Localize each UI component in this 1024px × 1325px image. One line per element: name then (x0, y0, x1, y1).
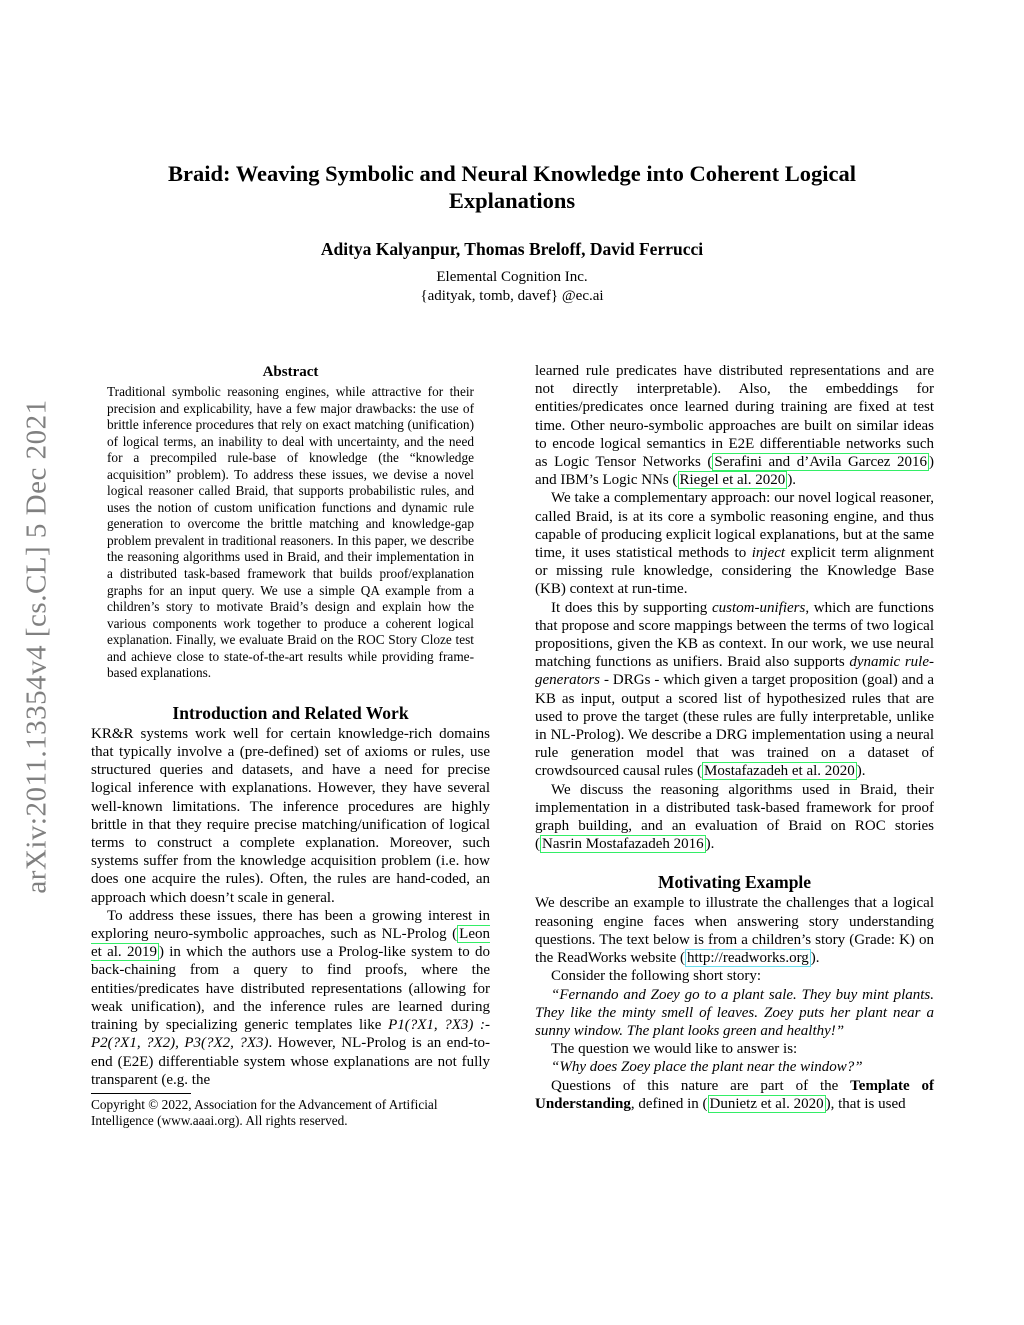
citation-dunietz-2020[interactable]: Dunietz et al. 2020 (709, 1095, 824, 1112)
author-list: Aditya Kalyanpur, Thomas Breloff, David Ferrucci (320, 239, 704, 259)
right-p4-text-b: ). (705, 836, 715, 853)
right-p4-text-a: We discuss the reasoning algorithms used in Braid, their implementation in a distributed task-based framework for proof graph building, and an evaluation of Braid on ROC stories ( (535, 781, 934, 853)
citation-mostafazadeh-2016[interactable]: Nasrin Mostafazadeh 2016 (542, 836, 704, 853)
affiliation-block (120, 268, 904, 306)
question-quote: “Why does Zoey place the plant near the window?” (551, 1059, 863, 1076)
intro-paragraph-1: KR&R systems work well for certain knowledge-rich domains that typically involve a (pre-defined) set of axioms or rules, use structured queries and datasets, and have a need for precise logical inference with explanations. However, they have several well-known limitations. The inference procedures are highly brittle in that they require precise matching/unification of logical terms to construct a complete explanation. Moreover, such systems suffer from the knowledge acquisition problem (i.e. how does one acquire the rules). Often, the rules are hand-coded, an approach which doesn’t scale in general. (91, 725, 490, 906)
intro-heading: Introduction and Related Work (172, 702, 409, 723)
intro-p2-text-a: To address these issues, there has been a growing interest in exploring neuro-symbolic approaches, such as NL-Prolog ( (91, 907, 490, 943)
right-p1-text-a: learned rule predicates have distributed representations and are not directly interpretable). Also, the embeddings for entities/predicates once learned during training are fixed at test time. Other neuro-symbolic approaches are built on similar ideas to encode logical semantics in E2E differentiable networks such as Logic Tensor Networks ( (535, 363, 934, 471)
template-of-understanding-term: Template of Understanding (535, 1077, 934, 1112)
right-paragraph-2 (535, 489, 934, 598)
left-column (91, 362, 490, 1129)
arxiv-identifier: arXiv:2011.13354v4 [cs.CL] 5 Dec 2021 (20, 398, 53, 894)
motivating-paragraph-1 (535, 894, 934, 967)
abstract-text: Traditional symbolic reasoning engines, while attractive for their precision and explicability, have a few major drawbacks: the use of brittle inference procedures that rely on exact matching (unification) of logical terms, an inability to deal with uncertainty, and the need for a precompiled rule-base of knowledge (the “knowledge acquisition” problem). To address these issues, we devise a novel logical reasoner called Braid, that supports probabilistic rules, and uses the notion of custom unification functions and dynamic rule generation to overcome the brittle matching and knowledge-gap problem prevalent in traditional reasoners. In this paper, we describe the reasoning algorithms used in Braid, and their implementation in a distributed task-based framework that builds proof/explanation graphs for an input query. We use a simple QA example from a children’s story to motivate Braid’s design and explain how the various components work together to produce a coherent logical explanation. Finally, we evaluate Braid on the ROC Story Cloze test and achieve close to state-of-the-art results while providing frame-based explanations. (107, 384, 474, 681)
right-paragraph-1 (535, 362, 934, 489)
right-column (535, 362, 934, 1113)
motiv-p1-text-a: We describe an example to illustrate the challenges that a logical reasoning engine faces when answering story understanding questions. The text below is from a children’s story (Grade: K) on the ReadWorks website ( (535, 895, 934, 967)
intro-p2-text-c: . However, NL-Prolog is an end-to-end (E2E) differentiable system whose explanations are not fully transparent (e.g. the (91, 1035, 490, 1088)
author-emails: {adityak, tomb, davef} @ec.ai (420, 288, 604, 304)
right-p3-emphasis-2: dynamic rule-generators (535, 654, 934, 689)
right-p2-text-b: explicit term alignment or missing rule knowledge, considering the Knowledge Base (KB) context at run-time. (535, 545, 934, 598)
motivating-paragraph-4 (535, 1077, 934, 1113)
right-p3-emphasis-1: custom-unifiers (712, 599, 806, 616)
copyright-footnote: Copyright © 2022, Association for the Advancement of Artificial Intelligence (www.aaai.org). All rights reserved. (91, 1096, 438, 1128)
right-p2-text-a: We take a complementary approach: our novel logical reasoner, called Braid, is at its core a symbolic reasoning engine, and thus capable of producing explicit logical explanations, but at the same time, it uses statistical methods to (535, 490, 934, 562)
right-paragraph-4 (535, 781, 934, 854)
abstract-heading: Abstract (262, 364, 319, 380)
right-p2-emphasis: inject (751, 545, 786, 562)
motiv-p1-text-b: ). (810, 950, 820, 967)
right-p3-text-c: - DRGs - which given a target proposition (goal) and a KB as input, output a scored list of hypothesized rules that are used to prove the target (these rules are fully interpretable, unlike in NL-Prolog). We describe a DRG implementation using a neural rule generation model that was trained on a dataset of crowdsourced causal rules ( (535, 672, 934, 780)
motivating-paragraph-2: Consider the following short story: (551, 968, 761, 985)
footnote-divider (91, 1093, 191, 1094)
intro-paragraph-2 (91, 907, 490, 1089)
readworks-link[interactable]: http://readworks.org (687, 950, 809, 967)
right-paragraph-3 (535, 599, 934, 781)
citation-riegel-2020[interactable]: Riegel et al. 2020 (679, 472, 786, 489)
right-p3-text-d: ). (856, 763, 866, 780)
motivating-paragraph-3: The question we would like to answer is: (551, 1041, 798, 1058)
right-p1-text-b: ) and IBM’s Logic NNs ( (535, 454, 935, 489)
rule-template-formula: P1(?X1, ?X3) :- P2(?X1, ?X2), P3(?X2, ?X3) (91, 1017, 490, 1052)
citation-mostafazadeh-2020[interactable]: Mostafazadeh et al. 2020 (704, 763, 855, 780)
arxiv-sidebar (10, 360, 64, 932)
right-p3-text-a: It does this by supporting (551, 599, 713, 616)
motivating-example-heading: Motivating Example (657, 872, 812, 893)
motiv-p4-text-a: Questions of this nature are part of the (551, 1077, 851, 1094)
affiliation: Elemental Cognition Inc. (436, 269, 588, 285)
motiv-p4-text-b: , defined in ( (630, 1095, 708, 1112)
citation-serafini-2016[interactable]: Serafini and d’Avila Garcez 2016 (714, 454, 928, 471)
citation-leon-2019[interactable]: Leon et al. 2019 (91, 926, 490, 961)
right-p3-text-b: , which are functions that propose and score mappings between the terms of two logical propositions, given the KB as context. In our work, we use neural matching functions as unifiers. Braid also supports (535, 599, 934, 671)
right-p1-text-c: ). (787, 472, 797, 489)
motiv-p4-text-c: ), that is used (825, 1095, 906, 1112)
intro-p2-text-b: ) in which the authors use a Prolog-like system to do back-chaining from a query to find proofs, where the entities/predicates have distributed representations (allowing for weak unification), and the inference rules are learned during training by specializing generic templates like (91, 944, 490, 1034)
paper-title: Braid: Weaving Symbolic and Neural Knowledge into Coherent Logical Explanations (168, 161, 856, 213)
story-quote: “Fernando and Zoey go to a plant sale. They buy mint plants. They like the minty smell of leaves. Zoey puts her plant near a sunny window. The plant looks green and healthy!” (535, 986, 934, 1039)
